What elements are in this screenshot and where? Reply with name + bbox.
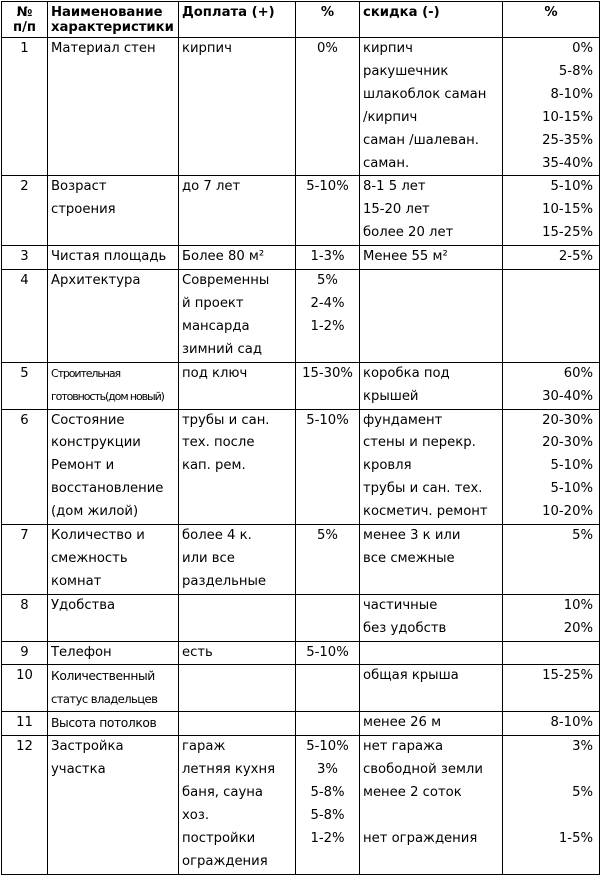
table-row — [2, 594, 600, 641]
cell-line: Архитектура — [51, 273, 141, 289]
cell-line: 0% — [572, 41, 593, 56]
cell-line: гараж — [182, 739, 226, 755]
cell-num — [2, 176, 48, 246]
cell-text: 6 — [20, 412, 29, 428]
cell-line: 15-25% — [542, 225, 593, 241]
table-row — [2, 525, 600, 595]
cell-discount — [360, 641, 503, 665]
cell-line — [506, 759, 593, 782]
cell-percent-surcharge — [296, 712, 360, 736]
cell-line: 10-15% — [542, 202, 593, 218]
cell-line: кирпич — [363, 41, 413, 56]
cell-line: 5% — [317, 528, 338, 544]
cell-line: менее 26 м — [363, 715, 442, 731]
cell-num — [2, 362, 48, 409]
cell-line: 2-4% — [310, 295, 345, 311]
header-percent-surcharge: % — [296, 2, 360, 38]
cell-line: 5% — [572, 528, 593, 544]
cell-percent-surcharge — [296, 594, 360, 641]
cell-line: 3% — [317, 762, 338, 778]
cell-line: фундамент — [363, 412, 443, 428]
cell-surcharge — [179, 665, 296, 712]
cell-line: статус владельцев — [51, 692, 158, 707]
table-row — [2, 736, 600, 874]
cell-percent-discount — [503, 665, 600, 712]
cell-line: Телефон — [51, 644, 112, 660]
cell-percent-surcharge — [296, 525, 360, 595]
cell-num — [2, 246, 48, 270]
cell-line — [506, 805, 593, 828]
cell-line: Высота потолков — [51, 716, 157, 731]
cell-line: (дом жилой) — [51, 504, 139, 520]
cell-line: 5% — [317, 273, 338, 289]
cell-discount — [360, 712, 503, 736]
cell-line: й проект — [182, 295, 244, 311]
cell-percent-surcharge — [296, 641, 360, 665]
cell-line: 5-10% — [306, 644, 349, 660]
cell-line: менее 3 к или — [363, 528, 461, 544]
cell-line: 1-3% — [310, 249, 345, 265]
cell-line: 5-10% — [550, 179, 593, 195]
cell-line: Состояние — [51, 412, 125, 428]
cell-text: 12 — [16, 739, 33, 755]
cell-percent-discount — [503, 38, 600, 176]
cell-num — [2, 712, 48, 736]
table-row — [2, 409, 600, 525]
cell-line: шлакоблок саман — [363, 86, 487, 102]
cell-name — [48, 594, 179, 641]
cell-surcharge — [179, 409, 296, 525]
cell-name — [48, 176, 179, 246]
cell-line: 25-35% — [542, 132, 593, 148]
cell-num — [2, 525, 48, 595]
cell-name — [48, 736, 179, 874]
cell-percent-discount — [503, 246, 600, 270]
cell-line: мансарда — [182, 318, 250, 334]
cell-discount — [360, 665, 503, 712]
cell-line: участка — [51, 762, 106, 778]
cell-percent-surcharge — [296, 736, 360, 874]
table-row — [2, 362, 600, 409]
cell-line: крышей — [363, 388, 419, 404]
table-row — [2, 38, 600, 176]
cell-percent-discount — [503, 736, 600, 874]
cell-surcharge — [179, 525, 296, 595]
cell-line: Ремонт и — [51, 458, 115, 474]
cell-line: 8-10% — [550, 715, 593, 731]
cell-num — [2, 736, 48, 874]
cell-name — [48, 409, 179, 525]
cell-line: готовность(дом новый) — [51, 389, 164, 403]
cell-line: Современны — [182, 273, 270, 289]
cell-line: 8-10% — [550, 86, 593, 102]
cell-name — [48, 270, 179, 363]
cell-line: кап. рем. — [182, 458, 246, 474]
cell-line: нет гаража — [363, 739, 444, 755]
cell-line: косметич. ремонт — [363, 504, 488, 520]
table-row — [2, 665, 600, 712]
cell-line: строения — [51, 202, 116, 218]
cell-num — [2, 594, 48, 641]
cell-line: конструкции — [51, 435, 141, 451]
cell-line: Материал стен — [51, 41, 156, 56]
cell-line: 20% — [563, 620, 593, 636]
cell-discount — [360, 409, 503, 525]
cell-line: 20-30% — [542, 435, 593, 451]
cell-line: 10-20% — [542, 504, 593, 520]
cell-line: трубы и сан. — [182, 412, 270, 428]
cell-line: 10% — [563, 597, 593, 613]
cell-text: 7 — [20, 528, 29, 544]
cell-line: 8-1 5 лет — [363, 179, 426, 195]
cell-name — [48, 712, 179, 736]
cell-percent-discount — [503, 641, 600, 665]
cell-line: общая крыша — [363, 668, 459, 684]
cell-line: саман. — [363, 155, 410, 171]
cell-discount — [360, 38, 503, 176]
cell-line: 5-10% — [306, 179, 349, 195]
cell-num — [2, 38, 48, 176]
cell-line: 5-8% — [310, 785, 345, 800]
cell-discount — [360, 362, 503, 409]
cell-surcharge — [179, 594, 296, 641]
table-row — [2, 641, 600, 665]
cell-num — [2, 409, 48, 525]
header-row — [2, 2, 600, 38]
cell-line: нет ограждения — [363, 830, 478, 846]
header-num: № п/п — [2, 2, 48, 38]
cell-surcharge — [179, 246, 296, 270]
cell-percent-discount — [503, 362, 600, 409]
cell-line: 10-15% — [542, 109, 593, 125]
cell-line: 1-2% — [310, 830, 345, 846]
cell-line: хоз. — [182, 807, 210, 823]
cell-percent-discount — [503, 594, 600, 641]
table-row — [2, 246, 600, 270]
cell-line: Возраст — [51, 179, 107, 195]
cell-line — [363, 805, 499, 828]
cell-line: Менее 55 м² — [363, 249, 448, 265]
cell-name — [48, 525, 179, 595]
cell-text: 10 — [16, 668, 33, 684]
cell-line: без удобств — [363, 620, 447, 636]
cell-percent-discount — [503, 270, 600, 363]
cell-discount — [360, 594, 503, 641]
cell-name — [48, 362, 179, 409]
cell-line: 15-25% — [542, 668, 593, 684]
cell-percent-surcharge — [296, 38, 360, 176]
cell-text: 2 — [20, 179, 29, 195]
cell-line: 5-10% — [550, 458, 593, 474]
cell-line: коробка под — [363, 365, 450, 381]
cell-surcharge — [179, 641, 296, 665]
cell-line: Строительная — [51, 366, 120, 380]
cell-text: 4 — [20, 273, 29, 289]
cell-line: 3% — [572, 739, 593, 755]
cell-percent-discount — [503, 525, 600, 595]
cell-line: комнат — [51, 573, 102, 589]
cell-line: 20-30% — [542, 412, 593, 428]
cell-percent-discount — [503, 712, 600, 736]
cell-line: под ключ — [182, 365, 248, 381]
cell-percent-surcharge — [296, 665, 360, 712]
cell-num — [2, 665, 48, 712]
cell-line: ограждения — [182, 853, 268, 869]
cell-num — [2, 270, 48, 363]
cell-name — [48, 246, 179, 270]
cell-line: все смежные — [363, 550, 455, 566]
cell-line: 5-8% — [310, 807, 345, 823]
cell-percent-surcharge — [296, 362, 360, 409]
table-row — [2, 712, 600, 736]
cell-text: 1 — [20, 41, 29, 56]
cell-line: Чистая площадь — [51, 249, 167, 265]
cell-line: 35-40% — [542, 155, 593, 171]
cell-line: восстановление — [51, 481, 164, 497]
cell-discount — [360, 246, 503, 270]
cell-percent-surcharge — [296, 409, 360, 525]
cell-line: Более 80 м² — [182, 249, 265, 265]
cell-line: ракушечник — [363, 63, 449, 79]
cell-line: Количественный — [51, 669, 155, 684]
cell-line: трубы и сан. тех. — [363, 481, 483, 497]
cell-line: 60% — [563, 365, 593, 381]
cell-line: летняя кухня — [182, 762, 276, 778]
cell-line: тех. после — [182, 435, 255, 451]
cell-name — [48, 38, 179, 176]
cell-line: /кирпич — [363, 109, 418, 125]
table-row — [2, 270, 600, 363]
cell-line: 5% — [572, 785, 593, 800]
cell-line: 1-2% — [310, 318, 345, 334]
cell-surcharge — [179, 362, 296, 409]
table-row — [2, 176, 600, 246]
cell-text: 11 — [16, 715, 33, 731]
cell-text: 8 — [20, 597, 29, 613]
cell-surcharge — [179, 270, 296, 363]
cell-percent-surcharge — [296, 176, 360, 246]
header-surcharge: Доплата (+) — [179, 2, 296, 38]
cell-surcharge — [179, 712, 296, 736]
cell-line: кирпич — [182, 41, 232, 56]
cell-line: 5-10% — [306, 412, 349, 428]
valuation-table — [1, 1, 600, 875]
cell-line: зимний сад — [182, 341, 262, 357]
cell-discount — [360, 270, 503, 363]
cell-line: более 20 лет — [363, 225, 454, 241]
cell-name — [48, 665, 179, 712]
cell-text: 3 — [20, 249, 29, 265]
cell-line: 5-10% — [306, 739, 349, 755]
cell-line: менее 2 соток — [363, 785, 462, 800]
cell-line: стены и перекр. — [363, 435, 476, 451]
cell-line: 5-10% — [550, 481, 593, 497]
cell-surcharge — [179, 736, 296, 874]
cell-line: 1-5% — [558, 830, 593, 846]
cell-line: 15-20 лет — [363, 202, 430, 218]
cell-text: 5 — [20, 365, 29, 381]
cell-line: более 4 к. — [182, 528, 252, 544]
cell-line: саман /шалеван. — [363, 132, 479, 148]
cell-name — [48, 641, 179, 665]
cell-discount — [360, 176, 503, 246]
cell-percent-surcharge — [296, 246, 360, 270]
cell-percent-surcharge — [296, 270, 360, 363]
cell-line: есть — [182, 644, 213, 660]
cell-line: баня, сауна — [182, 785, 263, 800]
cell-line: Удобства — [51, 597, 116, 613]
header-percent-discount: % — [503, 2, 600, 38]
cell-text: 9 — [20, 644, 29, 660]
header-name: Наименование характеристики — [48, 2, 179, 38]
cell-num — [2, 641, 48, 665]
cell-line: до 7 лет — [182, 179, 241, 195]
cell-line: 5-8% — [558, 63, 593, 79]
cell-line: 0% — [317, 41, 338, 56]
cell-line: или все — [182, 550, 235, 566]
cell-line: 15-30% — [302, 365, 353, 381]
header-discount: скидка (-) — [360, 2, 503, 38]
cell-line: смежность — [51, 550, 128, 566]
cell-line: Количество и — [51, 528, 145, 544]
cell-discount — [360, 736, 503, 874]
cell-surcharge — [179, 176, 296, 246]
cell-line: свободной земли — [363, 762, 483, 778]
cell-line: 2-5% — [558, 249, 593, 265]
cell-line: раздельные — [182, 573, 267, 589]
cell-line: частичные — [363, 597, 438, 613]
cell-line: кровля — [363, 458, 412, 474]
cell-percent-discount — [503, 409, 600, 525]
cell-surcharge — [179, 38, 296, 176]
cell-percent-discount — [503, 176, 600, 246]
cell-discount — [360, 525, 503, 595]
cell-line: 30-40% — [542, 388, 593, 404]
cell-line: постройки — [182, 830, 256, 846]
cell-line: Застройка — [51, 739, 124, 755]
